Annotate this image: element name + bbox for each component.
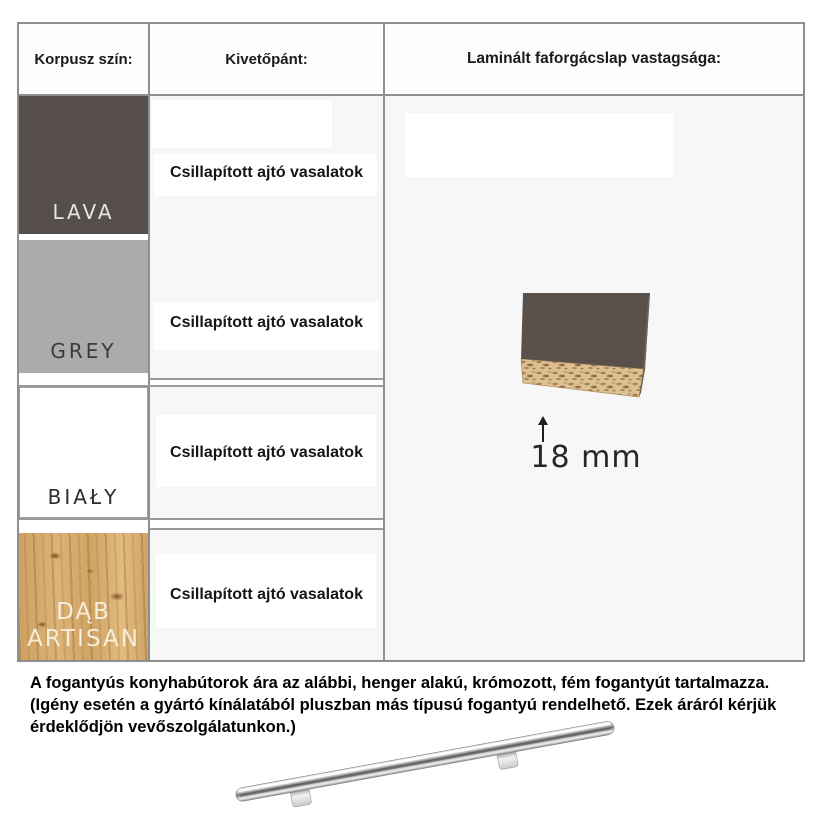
handle-core-shadow bbox=[240, 727, 611, 797]
arrow-up-icon bbox=[537, 416, 549, 442]
hinge-note-lava: Csillapított ajtó vasalatok bbox=[156, 160, 377, 186]
swatch-grey bbox=[19, 240, 148, 373]
chipboard-illustration bbox=[520, 293, 655, 405]
table-grid bbox=[19, 24, 803, 660]
hinge-cell-bottom bbox=[150, 530, 383, 660]
row-separator bbox=[150, 378, 383, 380]
spec-table bbox=[17, 22, 805, 662]
swatch-bialy bbox=[19, 387, 148, 518]
swatch-label-bialy: BIAŁY bbox=[47, 485, 120, 509]
hinge-note-dab: Csillapított ajtó vasalatok bbox=[168, 582, 365, 608]
thickness-value: 18 mm bbox=[530, 440, 642, 475]
handle-group bbox=[235, 720, 618, 817]
swatch-label-grey: GREY bbox=[50, 339, 117, 363]
board-top-face bbox=[521, 293, 650, 369]
hinge-note-grey: Csillapított ajtó vasalatok bbox=[156, 310, 377, 336]
hinge-cell-middle bbox=[150, 387, 383, 518]
hinge-cell-top bbox=[150, 96, 383, 378]
chrome-handle-image bbox=[218, 710, 618, 820]
board-thickness-cell bbox=[385, 96, 803, 660]
handle-info-line-2: (Igény esetén a gyártó kínálatából pluszban más típusú fogantyú rendelhető. Ezek áráról kérjük bbox=[30, 696, 777, 714]
handle-info-line-1: A fogantyús konyhabútorok ára az alábbi, henger alakú, krómozott, fém fogantyút tartalmazza. bbox=[30, 674, 770, 692]
handle-highlight bbox=[239, 723, 610, 793]
header-board-thickness: Laminált faforgácslap vastagsága: bbox=[385, 24, 803, 94]
handle-info-line-3: érdeklődjön vevőszolgálatunkon.) bbox=[30, 718, 296, 736]
swatch-dab-artisan bbox=[19, 533, 148, 660]
swatch-label-dab-artisan: DĄB ARTISAN bbox=[27, 598, 140, 653]
hinge-note-bialy: Csillapított ajtó vasalatok bbox=[168, 440, 365, 466]
header-corpus-color: Korpusz szín: bbox=[19, 24, 148, 94]
header-hinge: Kivetőpánt: bbox=[150, 24, 383, 94]
white-patch bbox=[152, 100, 332, 148]
swatch-label-lava: LAVA bbox=[52, 200, 115, 224]
row-separator bbox=[19, 518, 383, 520]
swatch-lava bbox=[19, 96, 148, 234]
white-patch bbox=[405, 113, 673, 177]
